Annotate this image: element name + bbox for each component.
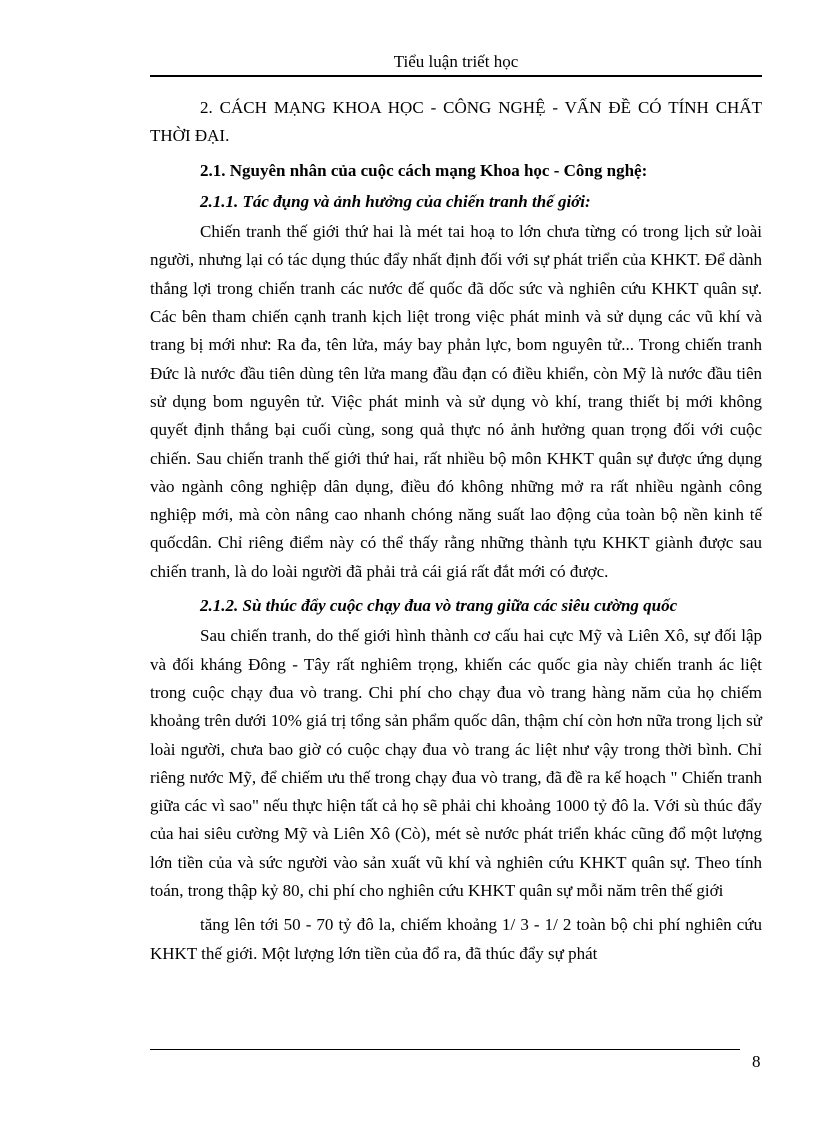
paragraph-arms-race: Sau chiến tranh, do thế giới hình thành cơ cấu hai cực Mỹ và Liên Xô, sự đối lập và đối kháng Đông - Tây rất nghiêm trọng, khiến các quốc gia này chiến tranh ác liệt trong cuộc chạy đua vò trang. Chi phí cho chạy đua vò trang hàng năm của họ chiếm khoảng trên dưới 10% giá trị tổng sản phẩm quốc dân, thậm chí còn hơn nữa trong lịch sử loài người, chưa bao giờ có cuộc chạy đua vò trang ác liệt như vậy trong thời bình. Chỉ riêng nước Mỹ, để chiếm ưu thế trong chạy đua vò trang, đã đề ra kế hoạch " Chiến tranh giữa các vì sao" nếu thực hiện tất cả họ sẽ phải chi khoảng 1000 tỷ đô la. Với sù thúc đẩy của hai siêu cường Mỹ và Liên Xô (Cò), mét sè nước phát triển khác cũng đổ một lượng lớn tiền của và sức người vào sản xuất vũ khí và nghiên cứu KHKT quân sự. Theo tính toán, trong thập kỷ 80, chi phí cho nghiên cứu KHKT quân sự mỗi năm trên thế giới bbox=[150, 626, 762, 901]
footer-divider bbox=[150, 1049, 740, 1050]
header-divider bbox=[150, 75, 762, 77]
paragraph-spending: tăng lên tới 50 - 70 tỷ đô la, chiếm khoảng 1/ 3 - 1/ 2 toàn bộ chi phí nghiên cứu KHKT thế giới. Một lượng lớn tiền của đổ ra, đã thúc đẩy sự phát bbox=[150, 915, 762, 963]
paragraph-war-effects: Chiến tranh thế giới thứ hai là mét tai hoạ to lớn chưa từng có trong lịch sử loài người, nhưng lại có tác dụng thúc đẩy nhất định đối với sự phát triển của KHKT. Để dành thắng lợi trong chiến tranh các nước đế quốc đã dốc sức và nghiên cứu KHKT quân sự. Các bên tham chiến cạnh tranh kịch liệt trong việc phát minh và sử dụng các vũ khí và trang bị mới như: Ra đa, tên lửa, máy bay phản lực, bom nguyên tử... Trong chiến tranh Đức là nước đầu tiên dùng tên lửa mang đầu đạn có điều khiển, còn Mỹ là nước đầu tiên sử dụng bom nguyên tử. Việc phát minh và sử dụng vò khí, trang thiết bị mới không quyết định thắng bại cuối cùng, song quả thực nó ảnh hưởng quan trọng đối với cuộc chiến. Sau chiến tranh thế giới thứ hai, rất nhiều bộ môn KHKT quân sự được ứng dụng vào ngành công nghiệp dân dụng, điều đó không những mở ra rất nhiều ngành công nghiệp mới, mà còn nâng cao nhanh chóng năng suất lao động của toàn bộ nền kinh tế quốcdân. Chỉ riêng điểm này có thể thấy rằng những thành tựu KHKT giành được sau chiến tranh, là do loài người đã phải trả cái giá rất đắt mới có được. bbox=[150, 222, 762, 581]
running-header-title: Tiểu luận triết học bbox=[393, 52, 519, 71]
subheading-2-1: 2.1. Nguyên nhân của cuộc cách mạng Khoa học - Công nghệ: bbox=[200, 160, 648, 180]
subheading-2-1-1: 2.1.1. Tác đụng và ảnh hưởng của chiến tranh thế giới: bbox=[200, 191, 591, 211]
subheading-2-1-2: 2.1.2. Sù thúc đẩy cuộc chạy đua vò trang giữa các siêu cường quốc bbox=[200, 596, 678, 616]
page-number: 8 bbox=[752, 1052, 761, 1071]
document-body bbox=[150, 94, 762, 968]
section-heading: 2. CÁCH MẠNG KHOA HỌC - CÔNG NGHỆ - VẤN ĐỀ CÓ TÍNH CHẤT THỜI ĐẠI. bbox=[150, 98, 762, 146]
